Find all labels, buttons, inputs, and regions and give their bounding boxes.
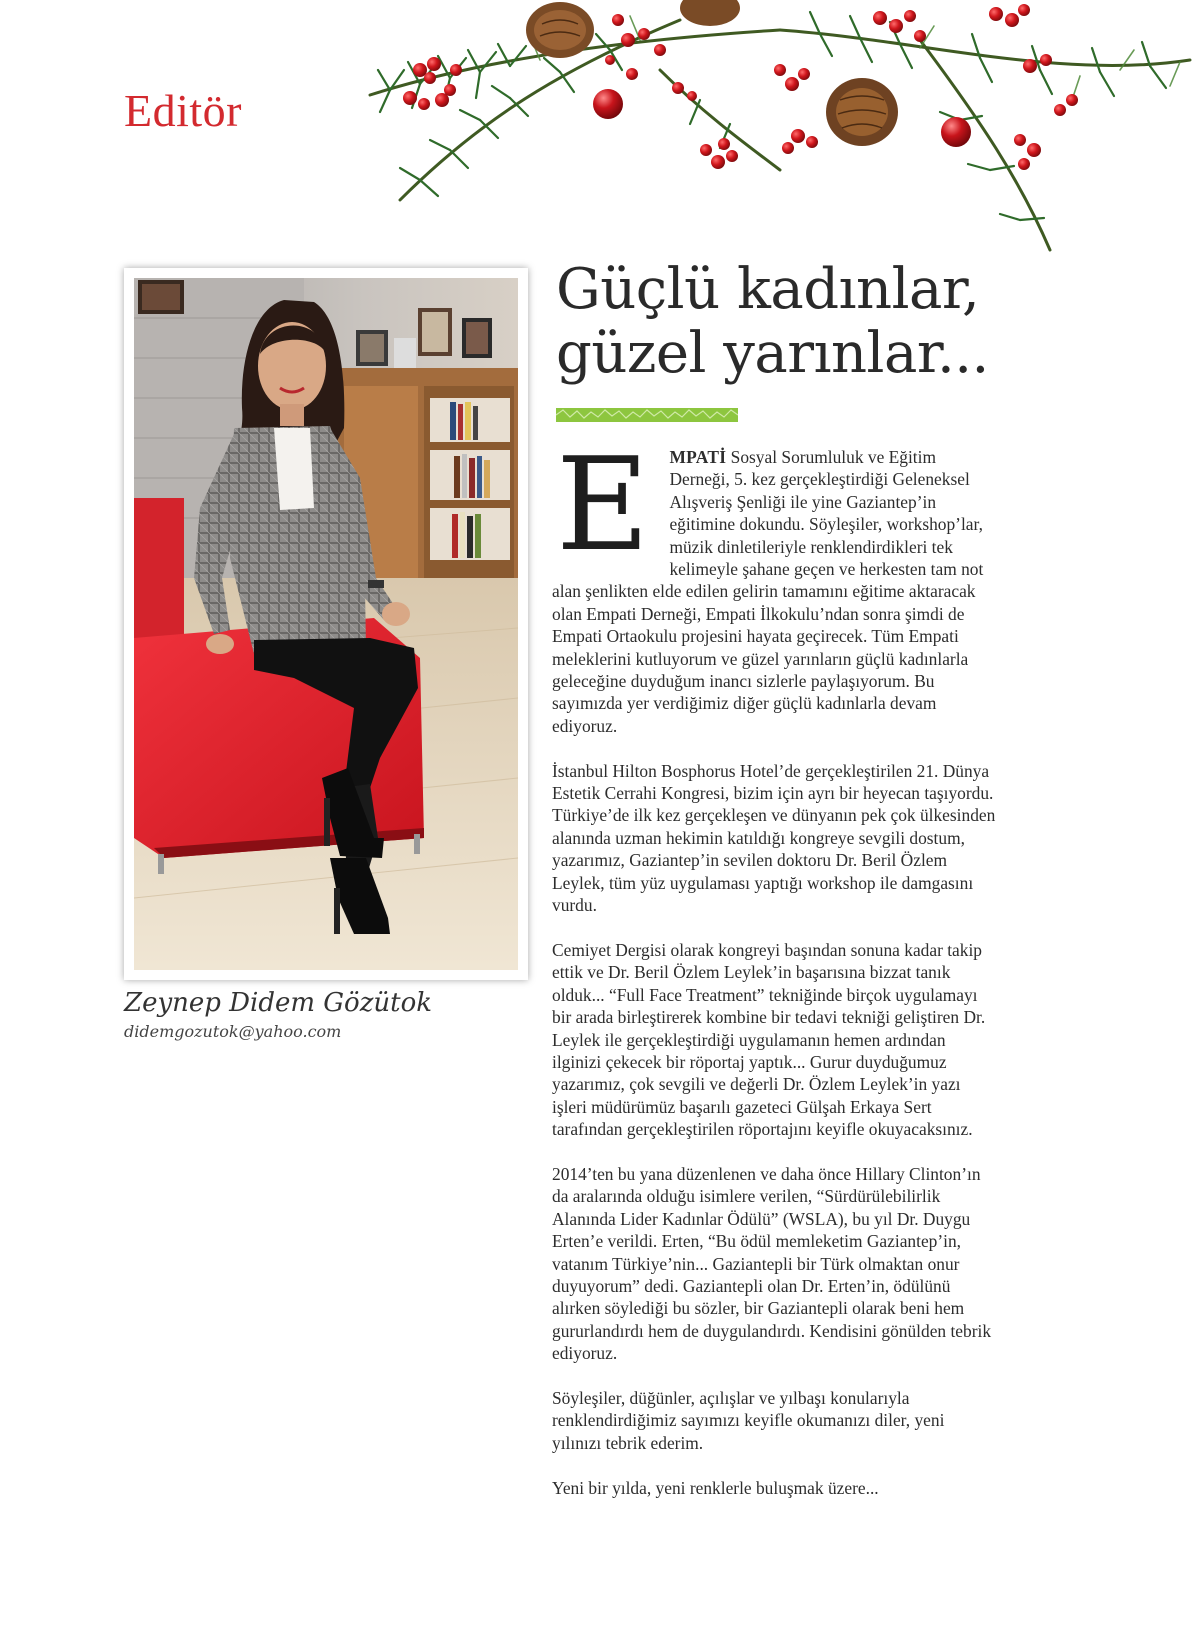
editor-photo-frame [124, 268, 528, 980]
editor-portrait-photo [134, 278, 518, 970]
article-paragraph: 2014’ten bu yana düzenlenen ve daha önce Hillary Clinton’ın da aralarında olduğu isimlere verilen, “Sürdürülebilirlik Alanında Lider Kadınlar Ödülü” (WSLA), bu yıl Dr. Duygu Erten’e verildi. Erten, “Bu ödül memleketim Gaziantep’in, vatanım Türkiye’nin... Gaziantepli bir Türk olmaktan onur duyuyorum” dedi. Gaziantepli olan Dr. Erten’in, ödülünü alırken söylediği bu sözler, bir Gaziantepli olarak beni hem gururlandırdı hem de duygulandırdı. Kendisini gönülden tebrik ediyoruz. [552, 1163, 992, 1364]
headline-line-1: Güçlü kadınlar, [556, 257, 980, 322]
paragraph-text: Sosyal Sorumluluk ve Eğitim Derneği, 5. kez gerçekleştirdiği Geleneksel Alışveriş Şenliği ile yine Gaziantep’in eğitimine dokundu. Söyleşiler, workshop’lar, müzik dinletileriyle renklendirdikleri tek kelimeyle şahane geçen ve herkesten tam not alan şenlikten elde edilen gelirin tamamını eğitime aktaracak olan Empati Derneği, Empati İlkokulu’ndan sonra şimdi de Empati Ortaokulu projesini hayata geçirecek. Tüm Empati meleklerini kutluyorum ve güzel yarınların güçlü kadınlarla geleceğine duyduğum inancı sizlerle paylaşıyorum. Bu sayımızda yer verdiğimiz diğer güçlü kadınlarla devam ediyoruz. [552, 447, 984, 736]
section-label: Editör [124, 85, 242, 136]
article-body [552, 431, 998, 1521]
article-paragraph: Söyleşiler, düğünler, açılışlar ve yılbaşı konularıyla renklendirdiğimiz sayımızı keyifle okumanızı diler, yeni yılınızı tebrik ederim. [552, 1388, 945, 1453]
headline-line-2: güzel yarınlar... [556, 321, 989, 386]
author-name: Zeynep Didem Gözütok [124, 988, 433, 1018]
article-closing-line: Yeni bir yılda, yeni renklerle buluşmak üzere... [552, 1477, 879, 1498]
lead-word: MPATİ [669, 447, 727, 467]
article-paragraph: İstanbul Hilton Bosphorus Hotel’de gerçekleştirilen 21. Dünya Estetik Cerrahi Kongresi, bizim için ayrı bir heyecan taşıyordu. Türkiye’de ilk kez gerçekleşen ve dünyanın pek çok ülkesinden alanında uzman hekimin katıldığı kongreye sevgili dostum, yazarımız, Gaziantep’in sevilen doktoru Dr. Beril Özlem Leylek, tüm yüz uygulaması yaptığı workshop ile damgasını vurdu. [552, 760, 996, 916]
decorative-green-bar [556, 408, 738, 422]
drop-cap: E [556, 431, 650, 580]
author-email: didemgozutok@yahoo.com [124, 1022, 342, 1041]
article-paragraph [552, 431, 998, 737]
christmas-garland-image [360, 0, 1200, 280]
article-paragraph: Cemiyet Dergisi olarak kongreyi başından sonuna kadar takip ettik ve Dr. Beril Özlem Leylek’in başarısına bizzat tanık olduk... “Full Face Treatment” tekniğinde birçok uygulamayı bir arada birleştirerek kombine bir tedavi tekniği geliştiren Dr. Leylek ile gerçekleştirdiği uygulamanın hemen ardından ilginizi çekecek bir röportaj yaptık... Gurur duyduğumuz yazarımız, çok sevgili ve değerli Dr. Özlem Leylek’in yazı işleri müdürümüz başarılı gazeteci Gülşah Erkaya Sert tarafından gerçekleştirilen röportajını keyifle okuyacaksınız. [552, 939, 986, 1140]
headline [556, 258, 1156, 386]
